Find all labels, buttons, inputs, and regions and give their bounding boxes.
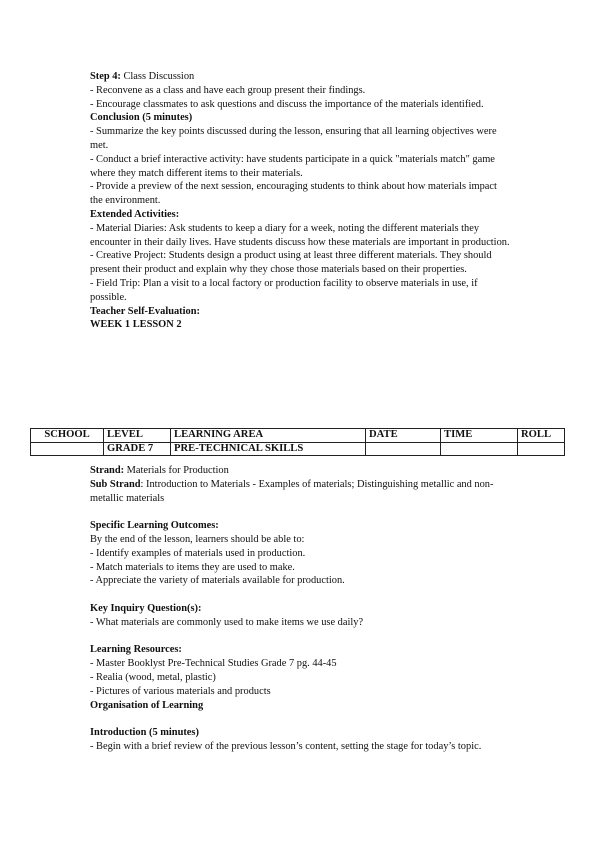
extended-heading: Extended Activities: <box>90 208 180 220</box>
cell-school <box>31 442 104 456</box>
resource-line: - Pictures of various materials and products <box>90 685 271 697</box>
sub-strand-value: : Introduction to Materials - Examples of materials; Distinguishing metallic and non-metallic materials <box>90 478 494 504</box>
conclusion-line: - Provide a preview of the next session, encouraging students to think about how materials impact the environment. <box>90 181 497 207</box>
resource-line: - Master Booklyst Pre-Technical Studies Grade 7 pg. 44-45 <box>90 658 337 670</box>
cell-date <box>366 442 441 456</box>
header-level: LEVEL <box>104 429 171 443</box>
header-roll: ROLL <box>518 429 565 443</box>
sub-strand <box>90 478 510 506</box>
inquiry-heading: Key Inquiry Question(s): <box>90 602 202 614</box>
sub-strand-label: Sub Strand <box>90 478 141 490</box>
week-lesson-title: WEEK 1 LESSON 2 <box>90 319 182 331</box>
introduction-line: - Begin with a brief review of the previous lesson’s content, setting the stage for today’s topic. <box>90 740 482 752</box>
lesson-info-table <box>30 428 565 456</box>
step4-heading <box>90 70 510 84</box>
step4-title: Class Discussion <box>120 71 195 82</box>
header-time: TIME <box>441 429 518 443</box>
step4-line: - Encourage classmates to ask questions and discuss the importance of the materials identified. <box>90 98 484 110</box>
extended-line: - Material Diaries: Ask students to keep a diary for a week, noting the different materials they encounter in their daily lives. Have students discuss how these materials are important in production. <box>90 222 510 248</box>
outcomes-heading: Specific Learning Outcomes: <box>90 520 219 532</box>
outcome-line: - Identify examples of materials used in production. <box>90 547 306 559</box>
header-learning-area: LEARNING AREA <box>171 429 366 443</box>
outcome-line: - Match materials to items they are used to make. <box>90 561 295 573</box>
resource-line: - Realia (wood, metal, plastic) <box>90 671 216 683</box>
self-evaluation-heading: Teacher Self-Evaluation: <box>90 305 200 317</box>
organisation-heading: Organisation of Learning <box>90 699 204 711</box>
header-date: DATE <box>366 429 441 443</box>
table-row <box>31 442 565 456</box>
inquiry-line: - What materials are commonly used to make items we use daily? <box>90 616 364 628</box>
step4-label: Step 4: <box>90 71 121 82</box>
outcome-line: - Appreciate the variety of materials available for production. <box>90 575 345 587</box>
lesson-plan-part1 <box>90 70 510 332</box>
outcomes-intro: By the end of the lesson, learners should be able to: <box>90 533 305 545</box>
cell-time <box>441 442 518 456</box>
table-header-row <box>31 429 565 443</box>
lesson-plan-part2 <box>90 464 510 754</box>
header-school: SCHOOL <box>31 429 104 443</box>
cell-roll <box>518 442 565 456</box>
strand-label: Strand: <box>90 465 125 476</box>
cell-learning-area: PRE-TECHNICAL SKILLS <box>171 442 366 456</box>
step4-line: - Reconvene as a class and have each group present their findings. <box>90 84 366 96</box>
strand <box>90 464 510 478</box>
resources-heading: Learning Resources: <box>90 644 182 656</box>
extended-line: - Field Trip: Plan a visit to a local factory or production facility to observe materials in use, if possible. <box>90 277 478 303</box>
conclusion-line: - Summarize the key points discussed during the lesson, ensuring that all learning objectives were met. <box>90 126 497 151</box>
extended-line: - Creative Project: Students design a product using at least three different materials. They should present their product and explain why they chose those materials based on their properties. <box>90 250 492 276</box>
cell-level: GRADE 7 <box>104 442 171 456</box>
strand-value: Materials for Production <box>124 465 229 476</box>
conclusion-heading: Conclusion (5 minutes) <box>90 112 193 124</box>
introduction-heading: Introduction (5 minutes) <box>90 727 199 739</box>
conclusion-line: - Conduct a brief interactive activity: have students participate in a quick "materials match" game where they match different items to their materials. <box>90 153 495 179</box>
